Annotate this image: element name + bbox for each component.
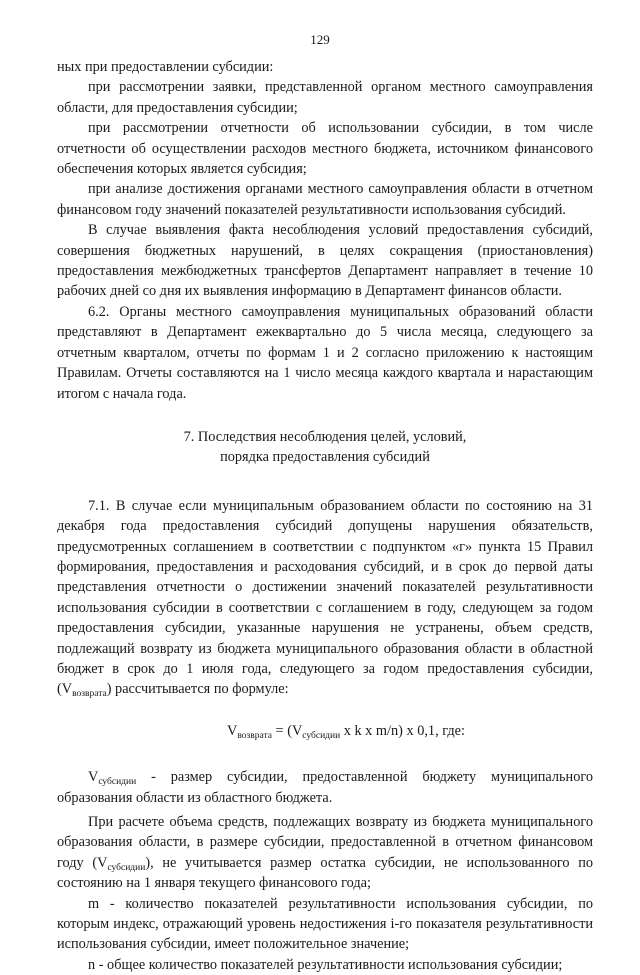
formula-sub-return: возврата — [237, 730, 272, 741]
paragraph-7-1-end: ) рассчитывается по формуле: — [106, 681, 289, 698]
paragraph-6-2: 6.2. Органы местного самоуправления муниципальных образований области представляют в Департамент ежеквартально до 5 числа месяца, следующего за отчетным кварталом, отчеты по формам 1 и 2 согласно приложению к настоящим Правилам. Отчеты составляются на 1 число месяца каждого квартала и нарастающим итогом с начала года. — [57, 303, 593, 402]
section-7-heading-line1: 7. Последствия несоблюдения целей, условий, — [183, 428, 467, 445]
section-7-heading-line2: порядка предоставления субсидий — [220, 449, 430, 466]
formula-sub-subsidy: субсидии — [302, 730, 341, 741]
definition-v-subsidy — [57, 767, 593, 808]
refund-formula — [57, 721, 593, 741]
paragraph-calculation-b: ), не учитывается размер остатка субсидии, не использованного по состоянию на 1 января текущего финансового года; — [57, 854, 593, 892]
paragraph-7-1 — [57, 496, 593, 700]
formula-rest: x k x m/n) x 0,1, где: — [340, 722, 465, 739]
paragraph-violation-detection: В случае выявления факта несоблюдения условий предоставления субсидий, совершения бюджетных нарушений, в целях сокращения (приостановления) предоставления межбюджетных трансфертов Департамент направляет в течение 10 рабочих дней со дня их выявления информацию в Департамент финансов области. — [57, 222, 593, 300]
definition-m: m - количество показателей результативности использования субсидии, по которым индекс, отражающий уровень недостижения i-го показателя результативности использования субсидии, имеет положительное значение; — [57, 895, 593, 953]
definition-v-symbol: V — [88, 769, 99, 786]
paragraph-reporting-review: при рассмотрении отчетности об использовании субсидии, в том числе отчетности об осуществлении расходов местного бюджета, источником финансового обеспечения которых является субсидия; — [57, 120, 593, 178]
section-7-heading — [57, 427, 593, 468]
paragraph-indicator-analysis: при анализе достижения органами местного самоуправления области в отчетном финансовом году значений показателей результативности использования субсидий. — [57, 181, 593, 218]
paragraph-application-review: при рассмотрении заявки, представленной органом местного самоуправления области, для предоставления субсидии; — [57, 79, 593, 116]
paragraph-calculation-a: При расчете объема средств, подлежащих возврату из бюджета муниципального образования области, в размере субсидии, предоставленной в отчетном финансовом году (V — [57, 814, 593, 871]
definition-v-text: - размер субсидии, предоставленной бюджету муниципального образования области из областного бюджета. — [57, 769, 593, 806]
definition-v-subscript: субсидии — [98, 777, 137, 788]
page-number: 129 — [310, 32, 330, 47]
paragraph-continuation: ных при предоставлении субсидии: — [57, 59, 274, 75]
paragraph-7-1-subscript: возврата — [72, 689, 107, 700]
paragraph-7-1-text: 7.1. В случае если муниципальным образованием области по состоянию на 31 декабря года предоставления субсидий допущены нарушения обязательств, предусмотренных соглашением в соответствии с подпунктом «г» пункта 15 Правил формирования, предоставления и расходования субсидий, и в срок до первой даты представления отчетности о достижении значений показателей результативности использования субсидии в соответствии с соглашением в году, следующем за годом предоставления субсидии, указанные нарушения не устранены, объем средств, подлежащий возврату из бюджета муниципального образования области в областной бюджет в срок до 1 июля года, следующего за годом предоставления субсидии, (V — [57, 497, 593, 698]
definition-n: n - общее количество показателей результативности использования субсидии; — [88, 956, 563, 973]
formula-mid: = (V — [271, 722, 303, 739]
document-body — [57, 57, 593, 975]
formula-v: V — [227, 722, 238, 739]
paragraph-calculation-subscript: субсидии — [107, 862, 146, 873]
paragraph-calculation — [57, 812, 593, 894]
